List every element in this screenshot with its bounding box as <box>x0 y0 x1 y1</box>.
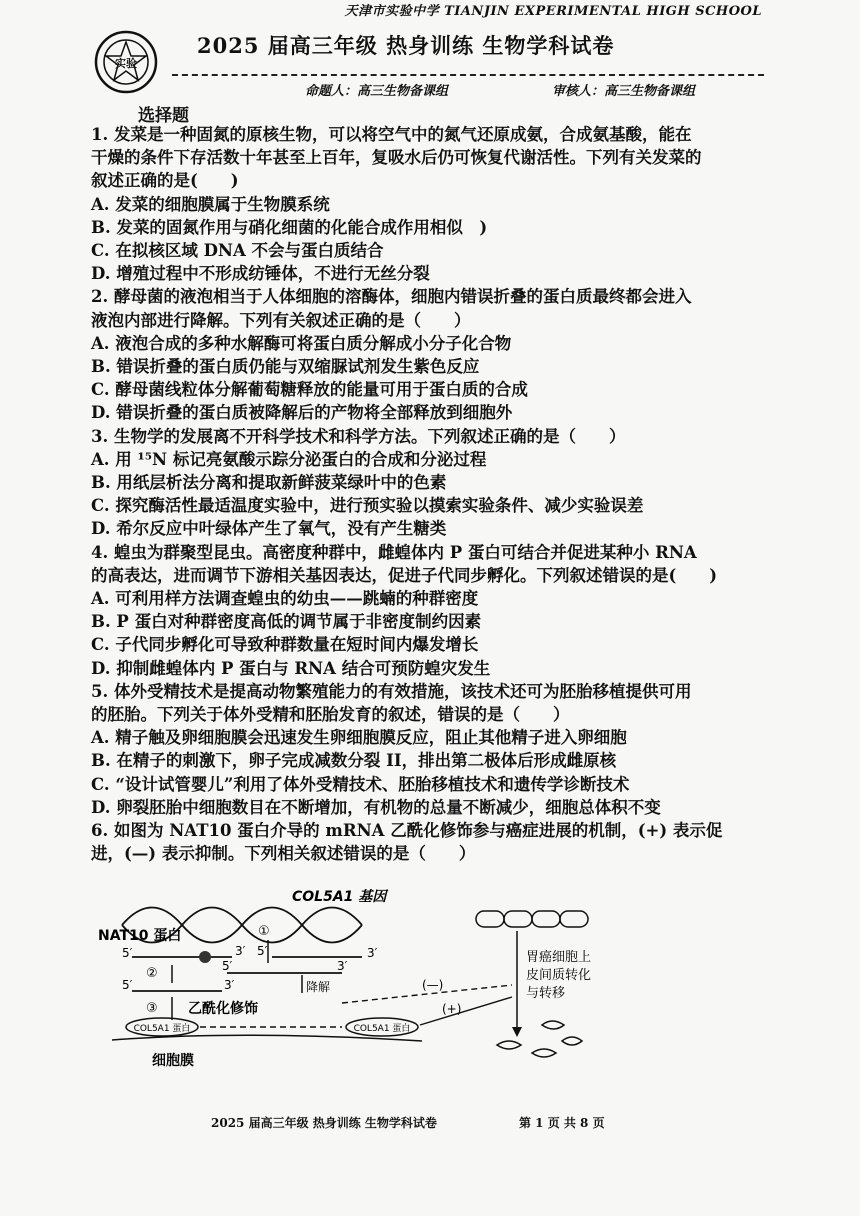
question-1-option: B. 发菜的固氮作用与硝化细菌的化能合成作用相似 ) <box>91 217 488 237</box>
prime-5c: 5′ <box>222 959 233 973</box>
membrane-label: 细胞膜 <box>152 1053 194 1069</box>
question-6-stem: 进，(—) 表示抑制。下列相关叙述错误的是（ ） <box>91 844 476 864</box>
prime-3b: 3′ <box>367 946 378 960</box>
question-4-option: B. P 蛋白对种群密度高低的调节属于非密度制约因素 <box>91 612 482 632</box>
protein-1-label: COL5A1 蛋白 <box>133 1024 191 1034</box>
inhibit-label: (—) <box>422 978 444 992</box>
question-5-option: B. 在精子的刺激下，卵子完成减数分裂 II，排出第二极体后形成雌原核 <box>91 751 617 771</box>
question-1-stem: 叙述正确的是( ) <box>91 171 239 191</box>
question-3-option: C. 探究酶活性最适温度实验中，进行预实验以摸索实验条件、减少实验误差 <box>91 496 644 516</box>
question-3-stem: 3. 生物学的发展离不开科学技术和科学方法。下列叙述正确的是（ ） <box>91 426 626 446</box>
school-logo-icon <box>94 30 158 94</box>
footer-title: 2025 届高三年级 热身训练 生物学科试卷 <box>211 1116 437 1130</box>
question-2-option: D. 错误折叠的蛋白质被降解后的产物将全部释放到细胞外 <box>91 403 513 423</box>
protein-2-label: COL5A1 蛋白 <box>353 1024 411 1034</box>
question-4-stem: 的高表达，进而调节下游相关基因表达，促进子代同步孵化。下列叙述错误的是( ) <box>91 565 718 585</box>
question-3-option: A. 用 ¹⁵N 标记亮氨酸示踪分泌蛋白的合成和分泌过程 <box>91 449 487 469</box>
question-1-stem: 干燥的条件下存活数十年甚至上百年，复吸水后仍可恢复代谢活性。下列有关发菜的 <box>91 148 702 168</box>
question-5-option: A. 精子触及卵细胞膜会迅速发生卵细胞膜反应，阻止其他精子进入卵细胞 <box>91 728 627 748</box>
degrade-label: 降解 <box>306 980 331 994</box>
nat10-label: NAT10 蛋白 <box>98 928 182 944</box>
question-4-option: A. 可利用样方法调查蝗虫的幼虫——跳蝻的种群密度 <box>91 589 479 608</box>
step-2: ② <box>146 966 158 981</box>
section-heading: 选择题 <box>138 106 189 126</box>
gene-label: COL5A1 基因 <box>292 889 387 905</box>
question-5-stem: 的胚胎。下列关于体外受精和胚胎发育的叙述，错误的是（ ） <box>91 705 570 724</box>
prime-3d: 3′ <box>224 978 235 992</box>
page-number: 第 1 页 共 8 页 <box>519 1116 605 1130</box>
acetyl-label: 乙酰化修饰 <box>188 1001 258 1017</box>
question-2-stem: 2. 酵母菌的液泡相当于人体细胞的溶酶体，细胞内错误折叠的蛋白质最终都会进入 <box>91 287 692 307</box>
school-name: 天津市实验中学 TIANJIN EXPERIMENTAL HIGH SCHOOL <box>344 4 762 19</box>
header-divider <box>172 74 764 76</box>
question-2-option: A. 液泡合成的多种水解酶可将蛋白质分解成小分子化合物 <box>91 333 512 353</box>
logo-text: 实验 <box>115 57 137 70</box>
question-5-stem: 5. 体外受精技术是提高动物繁殖能力的有效措施，该技术还可为胚胎移植提供可用 <box>91 681 692 701</box>
promote-label: (+) <box>442 1002 462 1016</box>
question-4-stem: 4. 蝗虫为群聚型昆虫。高密度种群中，雌蝗体内 P 蛋白可结合并促进某种小 RNA <box>91 542 697 562</box>
question-3-option: B. 用纸层析法分离和提取新鲜菠菜绿叶中的色素 <box>91 473 447 492</box>
prime-5d: 5′ <box>122 978 133 992</box>
effect-line-1: 胃癌细胞上 <box>526 950 592 965</box>
step-1: ① <box>258 924 270 939</box>
prime-5b: 5′ <box>257 944 268 958</box>
question-2-stem: 液泡内部进行降解。下列有关叙述正确的是（ ） <box>91 310 471 330</box>
prime-3a: 3′ <box>235 944 246 958</box>
reviewer-line: 审核人：高三生物备课组 <box>552 84 696 99</box>
question-2-option: C. 酵母菌线粒体分解葡萄糖释放的能量可用于蛋白质的合成 <box>91 380 528 400</box>
question-5-option: C. “设计试管婴儿”利用了体外受精技术、胚胎移植技术和遗传学诊断技术 <box>91 774 630 794</box>
question-4-option: D. 抑制雌蝗体内 P 蛋白与 RNA 结合可预防蝗灾发生 <box>91 658 491 678</box>
question-6-stem: 6. 如图为 NAT10 蛋白介导的 mRNA 乙酰化修饰参与癌症进展的机制，(+) 表示促 <box>91 821 723 840</box>
question-1-stem: 1. 发菜是一种固氮的原核生物，可以将空气中的氮气还原成氨，合成氨基酸，能在 <box>91 125 692 144</box>
question-4-option: C. 子代同步孵化可导致种群数量在短时间内爆发增长 <box>91 635 479 655</box>
question-1-option: A. 发菜的细胞膜属于生物膜系统 <box>91 194 330 214</box>
exam-title: 2025 届高三年级 热身训练 生物学科试卷 <box>197 33 615 58</box>
question-2-option: B. 错误折叠的蛋白质仍能与双缩脲试剂发生紫色反应 <box>91 357 480 376</box>
question-3-option: D. 希尔反应中叶绿体产生了氧气，没有产生糖类 <box>91 519 447 539</box>
question-1-option: D. 增殖过程中不形成纺锤体，不进行无丝分裂 <box>91 264 430 284</box>
author-line: 命题人：高三生物备课组 <box>305 84 449 99</box>
effect-line-3: 与转移 <box>526 986 566 1001</box>
step-3: ③ <box>146 1001 158 1016</box>
question-1-option: C. 在拟核区域 DNA 不会与蛋白质结合 <box>91 241 384 260</box>
prime-5a: 5′ <box>122 946 133 960</box>
effect-line-2: 皮间质转化 <box>526 968 592 983</box>
mechanism-diagram <box>92 885 652 1075</box>
prime-3c: 3′ <box>337 959 348 973</box>
question-5-option: D. 卵裂胚胎中细胞数目在不断增加，有机物的总量不断减少，细胞总体积不变 <box>91 797 661 817</box>
